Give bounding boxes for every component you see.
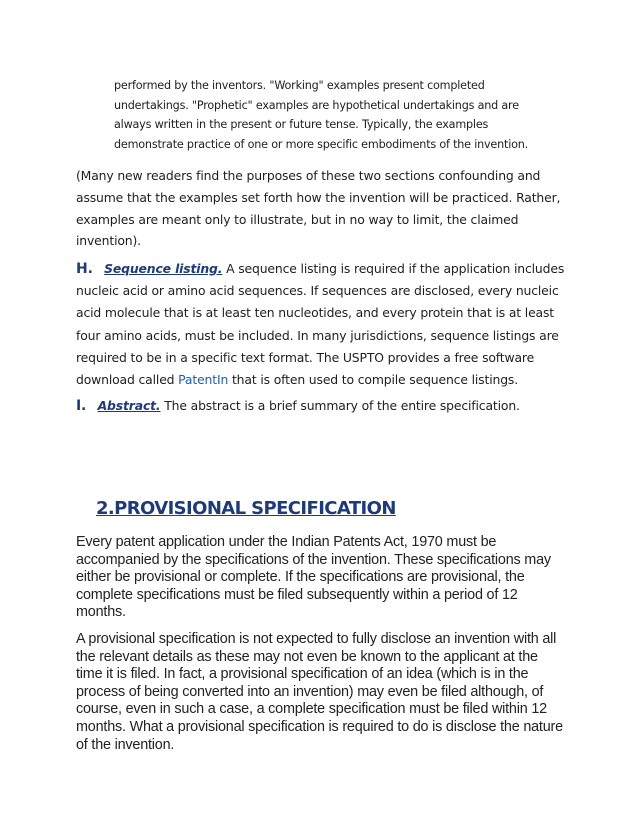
indented-examples-block: [114, 76, 554, 154]
indented-line: undertakings. "Prophetic" examples are hypothetical undertakings and are: [114, 98, 519, 112]
section-text-end: that is often used to compile sequence listings.: [228, 372, 519, 388]
indented-line: always written in the present or future tense. Typically, the examples: [114, 118, 489, 132]
section-text: The abstract is a brief summary of the entire specification.: [164, 398, 520, 413]
section-letter: I.: [76, 398, 87, 414]
provisional-specification-heading: 2.PROVISIONAL SPECIFICATION: [96, 498, 396, 519]
body-paragraph-1: Every patent application under the Indian Patents Act, 1970 must be accompanied by the specifications of the invention. These specifications may either be provisional or complete. If the specifications are provisional, the complete specifications must be filed subsequently within a period of 12 months.: [76, 534, 551, 621]
section-text: A sequence listing is required if the application includes nucleic acid or amino acid sequences. If sequences are disclosed, every nucleic acid molecule that is at least ten nucleotides, and every protein that is at least four amino acids, must be included. In many jurisdictions, sequence listings are required to be in a specific text format. The USPTO provides a free software download called: [76, 261, 565, 388]
section-h-sequence-listing: [76, 258, 566, 391]
section-letter: H.: [76, 261, 93, 277]
section-i-abstract: [76, 395, 566, 417]
section-title: Abstract.: [97, 398, 161, 413]
examples-note-paragraph: (Many new readers find the purposes of these two sections confounding and assume that the examples set forth how the invention will be practiced. Rather, examples are meant only to illustrate, but in no way to limit, the claimed invention).: [76, 168, 561, 249]
indented-line: demonstrate practice of one or more specific embodiments of the invention.: [114, 137, 528, 151]
indented-line: performed by the inventors. "Working" examples present completed: [114, 79, 485, 92]
body-paragraph-2: A provisional specification is not expected to fully disclose an invention with all the relevant details as these may not even be known to the applicant at the time it is filed. In fact, a provisional specification of an idea (which is in the process of being converted into an invention) may even be filed although, of course, even in such a case, a complete specification must be filed within 12 months. What a provisional specification is required to do is disclose the nature of the invention.: [76, 631, 563, 753]
section-title: Sequence listing.: [104, 261, 223, 276]
patentin-link[interactable]: PatentIn: [178, 372, 229, 388]
